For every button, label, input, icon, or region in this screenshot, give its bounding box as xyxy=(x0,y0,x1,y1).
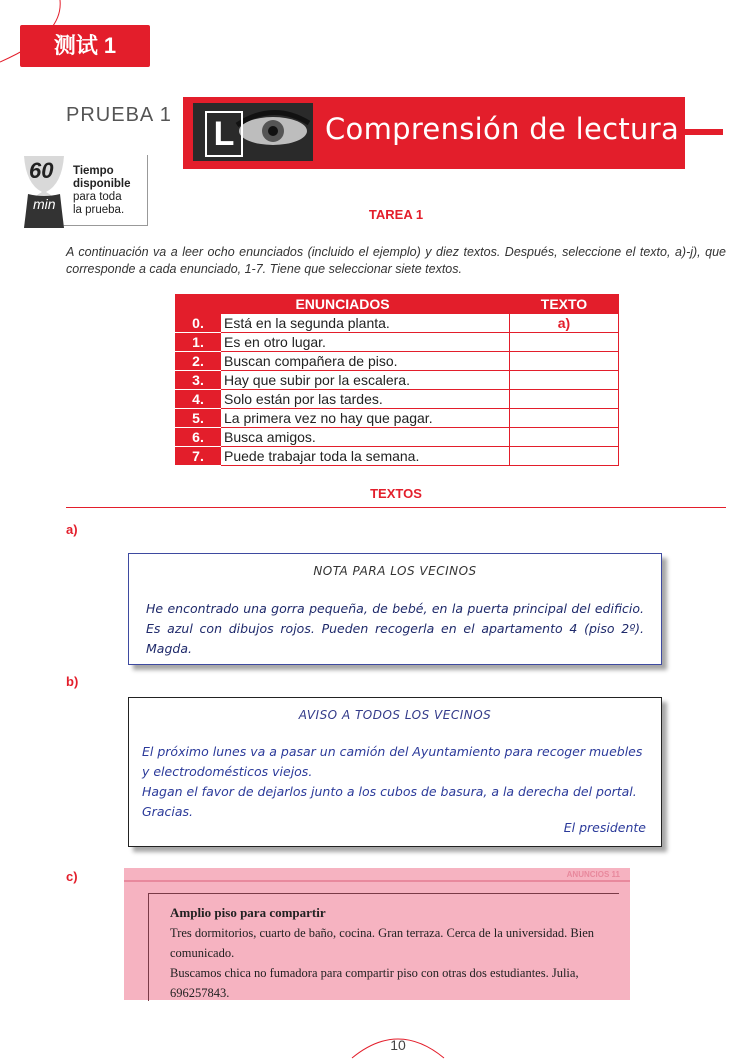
row-answer-cell[interactable]: a) xyxy=(510,314,619,333)
row-statement: Busca amigos. xyxy=(221,428,510,447)
header-texto: TEXTO xyxy=(510,295,619,314)
row-statement: Puede trabajar toda la semana. xyxy=(221,447,510,466)
row-statement: Hay que subir por la escalera. xyxy=(221,371,510,390)
row-number: 6. xyxy=(176,428,221,447)
textos-rule xyxy=(66,507,726,508)
ad-paragraph-2: Buscamos chica no fumadora para compartir piso con otras dos estudiantes. Julia, 696257843. xyxy=(170,966,579,1000)
table-row xyxy=(176,352,619,371)
instructions: A continuación va a leer ocho enunciados (incluido el ejemplo) y diez textos. Después, seleccione el texto, a)-j), que corresponde a cada enunciado, 1-7. Tiene que seleccionar siete textos. xyxy=(66,245,726,276)
test-tab: 测试 1 xyxy=(20,25,150,67)
ad-section-header: ANUNCIOS 11 xyxy=(566,870,620,879)
page-number: 10 xyxy=(390,1037,406,1053)
section-label-c: c) xyxy=(66,869,78,884)
row-number: 3. xyxy=(176,371,221,390)
ad-body xyxy=(170,923,610,1003)
row-answer-cell[interactable] xyxy=(510,390,619,409)
ad-header-rule xyxy=(124,880,630,882)
row-number: 0. xyxy=(176,314,221,333)
row-answer-cell[interactable] xyxy=(510,333,619,352)
row-number: 2. xyxy=(176,352,221,371)
timer-number: 60 xyxy=(29,158,54,183)
table-row xyxy=(176,447,619,466)
section-label-a: a) xyxy=(66,522,78,537)
note-a-title: NOTA PARA LOS VECINOS xyxy=(313,564,477,578)
timer-text-4: la prueba. xyxy=(73,204,125,216)
row-statement: Es en otro lugar. xyxy=(221,333,510,352)
row-number: 4. xyxy=(176,390,221,409)
row-number: 1. xyxy=(176,333,221,352)
section-label-b: b) xyxy=(66,674,79,689)
table-row xyxy=(176,428,619,447)
page-title: Comprensión de lectura xyxy=(325,112,680,146)
row-answer-cell[interactable] xyxy=(510,371,619,390)
ad-title: Amplio piso para compartir xyxy=(170,905,326,920)
note-a-body: He encontrado una gorra pequeña, de bebé, en la puerta principal del edificio. Es azul con dibujos rojos. Pueden recogerla en el apartamento 4 (piso 2º). Magda. xyxy=(146,601,644,656)
timer-text-3: para toda xyxy=(73,191,122,203)
row-statement: Buscan compañera de piso. xyxy=(221,352,510,371)
prueba-label: PRUEBA 1 xyxy=(66,104,172,126)
row-answer-cell[interactable] xyxy=(510,428,619,447)
table-row xyxy=(176,390,619,409)
timer-unit: min xyxy=(33,196,56,212)
row-answer-cell[interactable] xyxy=(510,352,619,371)
row-answer-cell[interactable] xyxy=(510,447,619,466)
header-enunciados: ENUNCIADOS xyxy=(176,295,510,314)
row-statement: Solo están por las tardes. xyxy=(221,390,510,409)
table-row xyxy=(176,314,619,333)
statements-table xyxy=(175,294,619,466)
note-b-title: AVISO A TODOS LOS VECINOS xyxy=(298,708,492,722)
table-row xyxy=(176,371,619,390)
note-b-body xyxy=(142,742,648,822)
row-statement: La primera vez no hay que pagar. xyxy=(221,409,510,428)
timer-text-1: Tiempo xyxy=(73,165,114,177)
textos-title: TEXTOS xyxy=(370,486,422,501)
note-b-paragraph-2: Hagan el favor de dejarlos junto a los cubos de basura, a la derecha del portal. Gracias. xyxy=(142,784,637,819)
note-b-paragraph-1: El próximo lunes va a pasar un camión del Ayuntamiento para recoger muebles y electrodomésticos viejos. xyxy=(142,744,643,779)
tarea-title: TAREA 1 xyxy=(368,207,424,222)
table-row xyxy=(176,409,619,428)
row-number: 7. xyxy=(176,447,221,466)
table-row xyxy=(176,333,619,352)
ad-paragraph-1: Tres dormitorios, cuarto de baño, cocina. Gran terraza. Cerca de la universidad. Bien comunicado. xyxy=(170,926,595,960)
note-b-signature: El presidente xyxy=(563,820,646,835)
row-answer-cell[interactable] xyxy=(510,409,619,428)
l-letter-box: L xyxy=(205,111,243,157)
row-statement: Está en la segunda planta. xyxy=(221,314,510,333)
row-number: 5. xyxy=(176,409,221,428)
timer-text-2: disponible xyxy=(73,178,131,190)
